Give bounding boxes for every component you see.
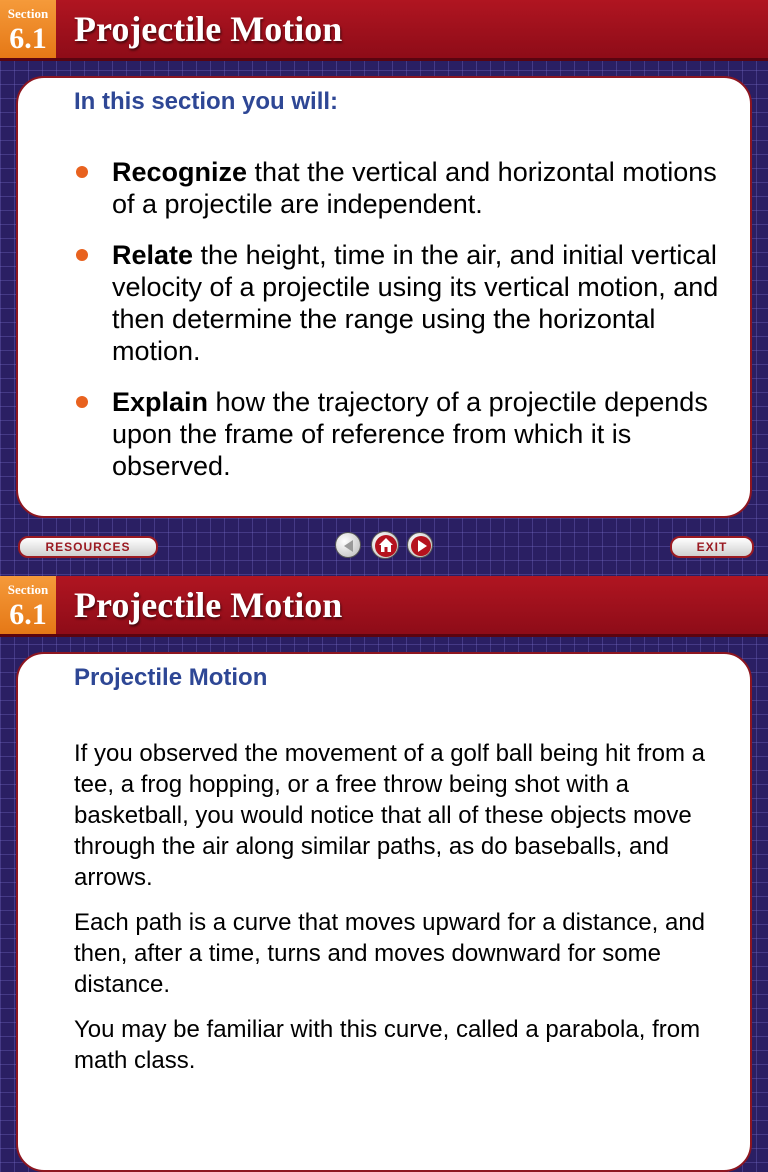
- slide-header: [0, 0, 768, 61]
- bullet-icon: [76, 249, 88, 261]
- navigation-bar: [0, 528, 768, 564]
- objectives-list: [18, 156, 752, 501]
- home-icon[interactable]: [371, 531, 399, 559]
- section-heading: Projectile Motion: [74, 664, 268, 691]
- list-item: [18, 156, 752, 220]
- resources-button[interactable]: RESOURCES: [18, 536, 158, 558]
- paragraph: Each path is a curve that moves upward for a distance, and then, after a time, turns and moves downward for some distance.: [74, 909, 706, 998]
- left-arrow-icon[interactable]: [335, 532, 361, 558]
- section-number: 6.1: [9, 22, 47, 55]
- bullet-icon: [76, 396, 88, 408]
- paragraph: If you observed the movement of a golf ball being hit from a tee, a frog hopping, or a free throw being shot with a basketball, you would notice that all of these objects move through the air along similar paths, as do baseballs, and arrows.: [74, 740, 706, 891]
- list-item: [18, 239, 752, 367]
- content-panel: [16, 76, 752, 518]
- right-arrow-icon[interactable]: [407, 532, 433, 558]
- bullet-text: how the trajectory of a projectile depends upon the frame of reference from which it is observed.: [112, 387, 708, 481]
- slide-1: [0, 0, 768, 576]
- section-badge: [0, 576, 56, 634]
- section-label: Section: [7, 6, 49, 21]
- bullet-keyword: Relate: [112, 240, 194, 270]
- bullet-text: the height, time in the air, and initial vertical velocity of a projectile using its vertical motion, and then determine the range using the horizontal motion.: [112, 240, 719, 366]
- slide-title: Projectile Motion: [74, 585, 343, 625]
- section-label: Section: [7, 582, 49, 597]
- bullet-keyword: Recognize: [112, 157, 248, 187]
- exit-button[interactable]: EXIT: [670, 536, 754, 558]
- body-text: [74, 738, 724, 1090]
- section-heading: In this section you will:: [74, 88, 339, 115]
- slide-2: [0, 576, 768, 1152]
- paragraph: You may be familiar with this curve, called a parabola, from math class.: [74, 1016, 701, 1074]
- section-number: 6.1: [9, 598, 47, 631]
- section-badge: [0, 0, 56, 58]
- content-panel: [16, 652, 752, 1172]
- bullet-text: that the vertical and horizontal motions of a projectile are independent.: [112, 157, 717, 219]
- bullet-keyword: Explain: [112, 387, 209, 417]
- bullet-icon: [76, 166, 88, 178]
- slide-header: [0, 576, 768, 637]
- slide-title: Projectile Motion: [74, 9, 343, 49]
- list-item: [18, 386, 752, 482]
